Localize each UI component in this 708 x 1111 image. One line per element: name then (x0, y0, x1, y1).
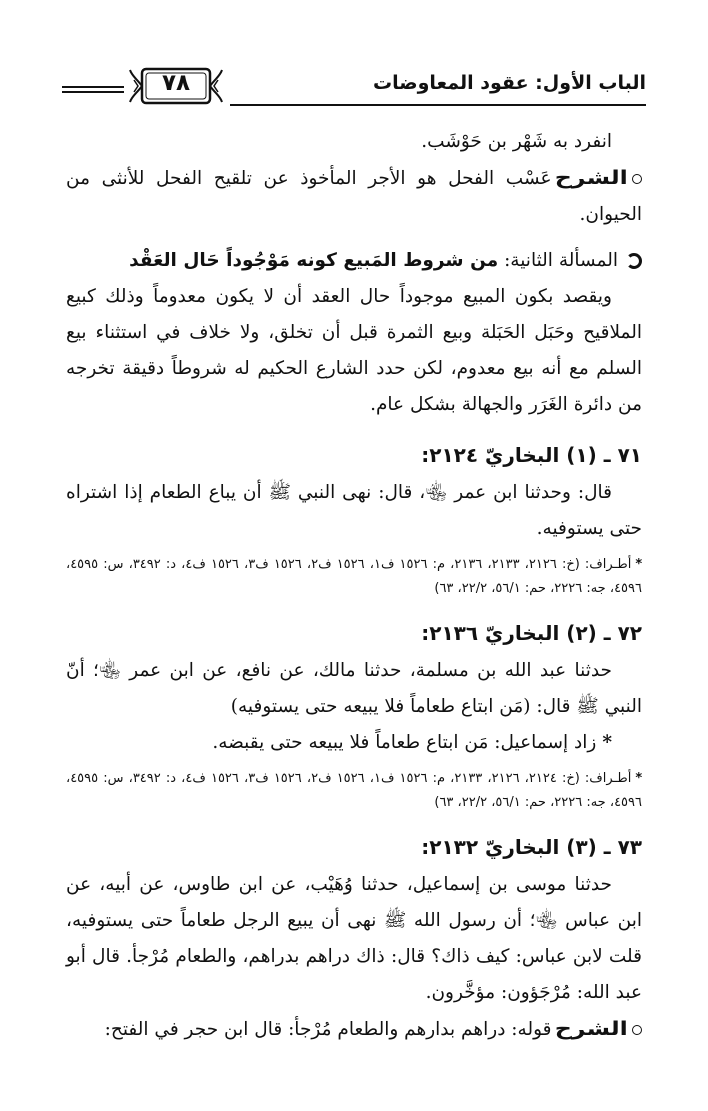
hadith-72-heading: ٧٢ ـ (٢) البخاريّ ٢١٣٦: (421, 621, 642, 645)
hadith-71-text: قال: وحدثنا ابن عمر ﵄، قال: نهى النبي ﷺ أن يباع الطعام إذا اشتراه حتى يستوفيه. (66, 482, 642, 539)
ziyada-text: زاد إسماعيل: مَن ابتاع طعاماً فلا يبيعه حتى يقبضه. (212, 732, 597, 753)
sharh-text: قوله: دراهم بدارهم والطعام مُرْجأ: قال ابن حجر في الفتح: (104, 1019, 552, 1040)
page-number-badge (128, 66, 224, 106)
star-marker: * (602, 732, 612, 753)
circle-bullet-icon (632, 174, 642, 184)
masala-label: المسألة الثانية: (504, 250, 618, 271)
hadith-72-ziyada (66, 725, 642, 761)
hadith-72-atraf (66, 767, 642, 815)
sharh-text: عَسْب الفحل هو الأجر المأخوذ عن تلقيح الفحل للأنثى من الحيوان. (66, 168, 642, 225)
paragraph-1: انفرد به شَهْر بن حَوْشَب. (421, 131, 612, 152)
sharh-paragraph-2 (66, 1011, 642, 1048)
masala-heading (66, 243, 642, 279)
masala-title: من شروط المَبيع كونه مَوْجُوداً حَال العَقْد (129, 250, 499, 271)
header-rule-left-second (62, 91, 124, 93)
main-paragraph: ويقصد بكون المبيع موجوداً حال العقد أن لا يكون معدوماً وذلك كبيع الملاقيح وحَبَل الحَبَلة وبيع الثمرة قبل أن تخلق، ولا خلاف في استثناء بيع السلم مع أنه بيع معدوم، لكن حدد الشارع الحكيم له شروطاً دقيقة تخرجه من دائرة الغَرَر والجهالة بشكل عام. (66, 286, 642, 415)
hadith-73-text: حدثنا موسى بن إسماعيل، حدثنا وُهَيْب، عن ابن طاوس، عن أبيه، عن ابن عباس ﵄؛ أن رسول الله ﷺ نهى أن يبيع الرجل طعاماً حتى يستوفيه، قلت لابن عباس: كيف ذاك؟ قال: ذاك دراهم بدراهم، والطعام مُرْجأ. قال أبو عبد الله: مُرْجَؤون: مؤخَّرون. (66, 874, 642, 1003)
chapter-title: الباب الأول: عقود المعاوضات (373, 72, 646, 94)
header-rule-left (62, 86, 124, 88)
page-number: ٧٨ (161, 70, 191, 96)
star-marker: * (635, 557, 643, 572)
hadith-73-heading: ٧٣ ـ (٣) البخاريّ ٢١٣٢: (421, 835, 642, 859)
page-content (66, 124, 642, 1048)
sharh-paragraph-1 (66, 160, 642, 233)
circle-bullet-icon (632, 1025, 642, 1035)
c-bullet-icon (626, 253, 642, 269)
hadith-72-text: حدثنا عبد الله بن مسلمة، حدثنا مالك، عن نافع، عن ابن عمر ﵄؛ أنّ النبي ﷺ قال: (مَن ابتاع طعاماً فلا يبيعه حتى يستوفيه) (66, 660, 642, 717)
sharh-label: الشرح (554, 167, 628, 189)
header-rule (230, 104, 646, 106)
star-marker: * (635, 771, 643, 786)
page-header (62, 66, 646, 112)
hadith-71-heading: ٧١ ـ (١) البخاريّ ٢١٢٤: (421, 443, 642, 467)
atraf-text: أطـراف: (خ: ٢١٢٦، ٢١٣٣، ٢١٣٦، م: ١٥٢٦ ف١، ١٥٢٦ ف٢، ١٥٢٦ ف٣، ١٥٢٦ ف٤، د: ٣٤٩٢، س: ٤٥٩٥، ٤٥٩٦، جه: ٢٢٢٦، حم: ٥٦/١، ٢٢/٢، ٦٣) (66, 557, 642, 596)
sharh-label: الشرح (554, 1018, 628, 1040)
atraf-text: أطـراف: (خ: ٢١٢٤، ٢١٢٦، ٢١٣٣، م: ١٥٢٦ ف١، ١٥٢٦ ف٢، ١٥٢٦ ف٣، ١٥٢٦ ف٤، د: ٣٤٩٢، س: ٤٥٩٥، ٤٥٩٦، جه: ٢٢٢٦، حم: ٥٦/١، ٢٢/٢، ٦٣) (66, 771, 642, 810)
hadith-71-atraf (66, 553, 642, 601)
